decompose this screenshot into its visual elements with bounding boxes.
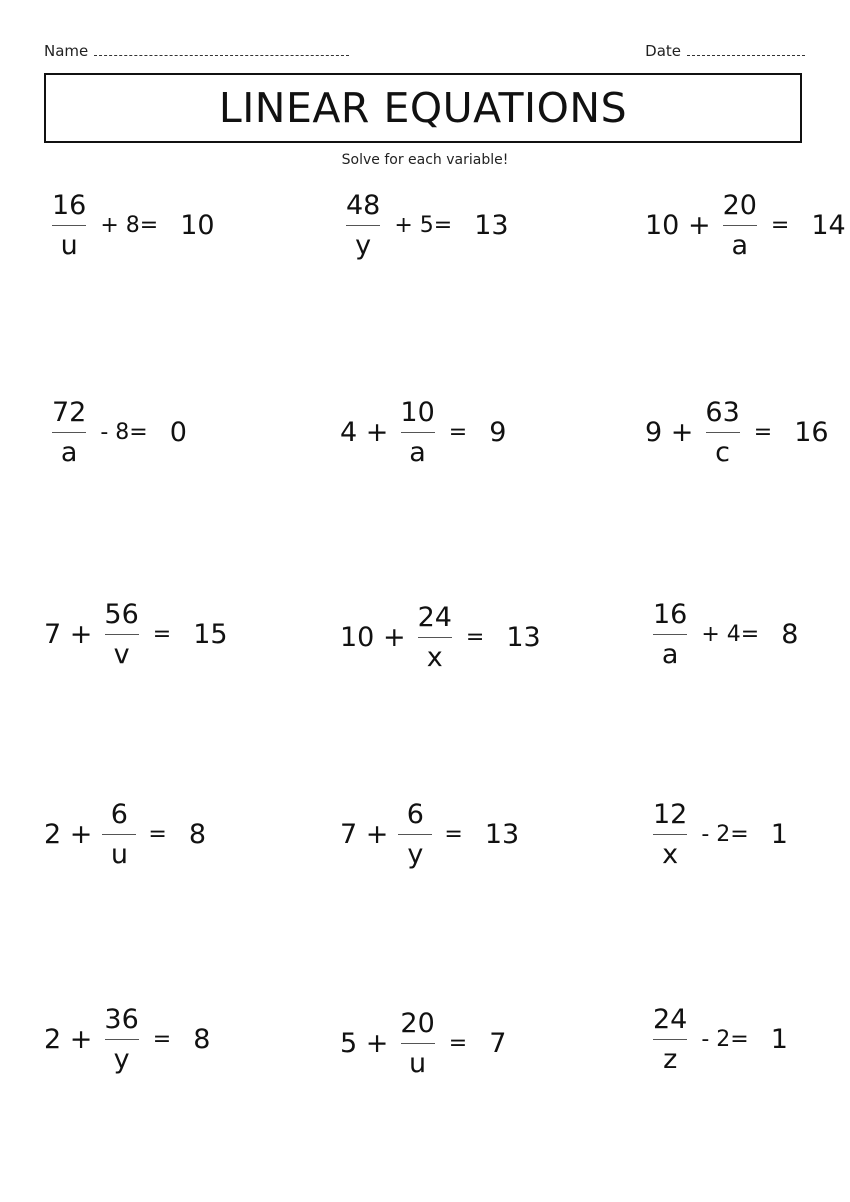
equation-12 [645, 801, 788, 868]
right-hand-side: 14 [811, 210, 846, 241]
denominator: z [663, 1044, 678, 1075]
operator: - 2= [701, 821, 749, 847]
denominator: v [113, 639, 130, 670]
name-blank-line[interactable] [94, 43, 349, 56]
right-hand-side: 13 [474, 210, 509, 241]
operator: = [465, 624, 485, 650]
denominator: u [60, 230, 78, 261]
numerator: 12 [653, 799, 688, 830]
left-hand-side: 10 + [645, 210, 711, 241]
right-hand-side: 16 [794, 417, 829, 448]
equation-9 [645, 601, 798, 668]
left-hand-side: 9 + [645, 417, 694, 448]
instruction-text: Solve for each variable! [341, 152, 509, 168]
operator: = [753, 419, 773, 445]
equation-2 [338, 192, 509, 259]
numerator: 56 [104, 599, 139, 630]
equation-13 [44, 1006, 210, 1073]
operator: = [448, 419, 468, 445]
operator: = [770, 212, 790, 238]
left-hand-side: 5 + [340, 1028, 389, 1059]
numerator: 20 [400, 1008, 435, 1039]
name-field[interactable] [44, 42, 349, 60]
right-hand-side: 13 [484, 819, 520, 850]
left-hand-side: 10 + [340, 622, 406, 653]
numerator: 72 [52, 397, 87, 428]
fraction [344, 192, 382, 259]
fraction [50, 399, 88, 466]
right-hand-side: 13 [506, 622, 541, 653]
equation-10 [44, 801, 206, 868]
operator: - 2= [701, 1026, 749, 1052]
date-field[interactable] [645, 42, 805, 60]
fraction [50, 192, 88, 259]
date-blank-line[interactable] [687, 43, 805, 56]
numerator: 48 [346, 190, 381, 221]
denominator: a [661, 639, 679, 670]
operator: = [148, 821, 167, 847]
denominator: x [662, 839, 679, 870]
denominator: y [355, 230, 372, 261]
denominator: y [407, 839, 424, 870]
right-hand-side: 1 [770, 819, 788, 850]
operator: = [152, 1026, 172, 1052]
numerator: 6 [110, 799, 128, 830]
left-hand-side: 2 + [44, 819, 93, 850]
numerator: 63 [705, 397, 740, 428]
numerator: 20 [722, 190, 757, 221]
right-hand-side: 1 [770, 1024, 788, 1055]
denominator: c [715, 437, 730, 468]
fraction [703, 399, 741, 466]
fraction [651, 1006, 689, 1073]
denominator: a [60, 437, 78, 468]
equation-1 [44, 192, 215, 259]
operator: + 8= [100, 212, 159, 238]
equation-3 [645, 192, 846, 259]
numerator: 36 [104, 1004, 139, 1035]
operator: + 4= [701, 621, 760, 647]
numerator: 24 [653, 1004, 688, 1035]
left-hand-side: 4 + [340, 417, 389, 448]
operator: - 8= [100, 419, 148, 445]
denominator: u [110, 839, 128, 870]
name-label: Name [44, 42, 89, 60]
denominator: a [731, 230, 748, 261]
operator: = [448, 1030, 468, 1056]
equation-4 [44, 399, 187, 466]
fraction [102, 601, 140, 668]
worksheet-title-box [44, 73, 802, 143]
fraction [651, 601, 689, 668]
left-hand-side: 7 + [340, 819, 389, 850]
right-hand-side: 9 [489, 417, 507, 448]
numerator: 16 [653, 599, 688, 630]
fraction [651, 801, 689, 868]
right-hand-side: 15 [193, 619, 228, 650]
right-hand-side: 0 [169, 417, 187, 448]
equation-15 [645, 1006, 788, 1073]
numerator: 24 [417, 602, 452, 633]
operator: = [444, 821, 463, 847]
fraction [398, 399, 436, 466]
operator: + 5= [394, 212, 453, 238]
date-label: Date [645, 42, 681, 60]
fraction [398, 1010, 436, 1077]
operator: = [152, 621, 172, 647]
equation-7 [44, 601, 228, 668]
right-hand-side: 8 [781, 619, 799, 650]
denominator: y [113, 1044, 130, 1075]
right-hand-side: 8 [193, 1024, 211, 1055]
numerator: 16 [52, 190, 87, 221]
fraction [398, 801, 432, 868]
worksheet-title: LINEAR EQUATIONS [218, 84, 628, 132]
numerator: 10 [400, 397, 435, 428]
equation-11 [340, 801, 519, 868]
denominator: u [409, 1048, 427, 1079]
left-hand-side: 7 + [44, 619, 93, 650]
fraction [416, 604, 454, 671]
equation-8 [340, 604, 541, 671]
denominator: x [426, 642, 443, 673]
equation-6 [645, 399, 829, 466]
fraction [102, 1006, 140, 1073]
left-hand-side: 2 + [44, 1024, 93, 1055]
right-hand-side: 7 [489, 1028, 507, 1059]
equation-14 [340, 1010, 506, 1077]
equation-5 [340, 399, 506, 466]
fraction [721, 192, 759, 259]
right-hand-side: 10 [180, 210, 215, 241]
denominator: a [409, 437, 426, 468]
right-hand-side: 8 [188, 819, 207, 850]
fraction [102, 801, 136, 868]
numerator: 6 [406, 799, 424, 830]
